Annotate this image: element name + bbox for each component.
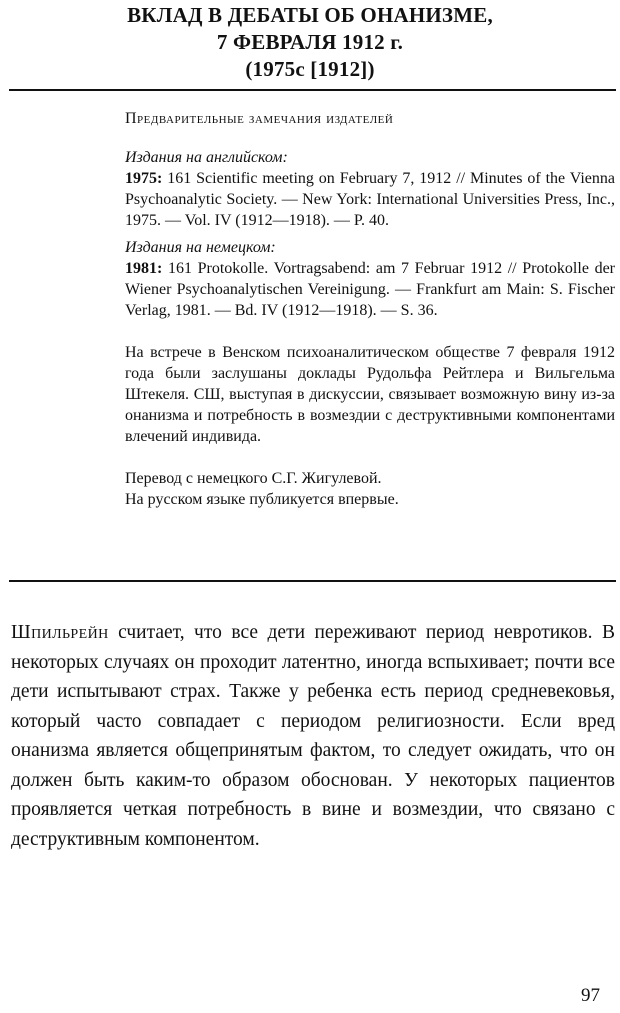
main-paragraph-body: считает, что все дети переживают период невротиков. В некоторых случаях он проходит латентно, иногда вспыхивает; почти все дети испытывают страх. Также у ребенка есть период средневековья, который часто совпадает с периодом религиозности. Если вред онанизма является общепринятым фактом, то следует ожидать, что он должен быть каким-то образом обоснован. У некоторых пациентов проявляется четкая потребность в вине и возмездии, что связано с деструктивным компонентом. xyxy=(11,622,615,850)
main-paragraph xyxy=(11,618,615,854)
english-entry-text: 161 Scientific meeting on February 7, 1912 // Minutes of the Vienna Psychoanalytic Society. — New York: International Universities Press, Inc., 1975. — Vol. IV (1912—1918). — P. 40. xyxy=(125,170,615,229)
page-number: 97 xyxy=(581,985,600,1006)
chapter-title-line-1: ВКЛАД В ДЕБАТЫ ОБ ОНАНИЗМЕ, xyxy=(127,3,493,27)
chapter-title-line-3: (1975c [1912]) xyxy=(245,57,375,81)
german-edition-entry xyxy=(125,258,615,321)
translation-credit: Перевод с немецкого С.Г. Жигулевой. xyxy=(125,470,382,487)
section-divider xyxy=(9,580,616,582)
english-edition-entry xyxy=(125,168,615,231)
editor-notes xyxy=(125,108,615,510)
editor-summary: На встрече в Венском психоаналитическом обществе 7 февраля 1912 года были заслушаны доклады Рудольфа Рейтлера и Вильгельма Штекеля. СШ, выступая в дискуссии, связывает возможную вину из-за онанизма и потребность в возмездии с деструктивными компонентами влечений индивида. xyxy=(125,344,615,445)
chapter-title-line-2: 7 ФЕВРАЛЯ 1912 г. xyxy=(216,30,404,54)
english-editions-label: Издания на английском: xyxy=(125,149,288,166)
english-entry-year: 1975: xyxy=(125,170,163,187)
publication-note: На русском языке публикуется впервые. xyxy=(125,491,399,508)
german-entry-text: 161 Protokolle. Vortragsabend: am 7 Februar 1912 // Protokolle der Wiener Psychoanalytischen Vereinigung. — Frankfurt am Main: S. Fischer Verlag, 1981. — Bd. IV (1912—1918). — S. 36. xyxy=(125,260,615,319)
german-entry-year: 1981: xyxy=(125,260,163,277)
editor-notes-heading: Предварительные замечания издателей xyxy=(125,110,394,127)
german-editions-label: Издания на немецком: xyxy=(125,239,276,256)
speaker-name: Шпильрейн xyxy=(11,622,109,643)
top-divider xyxy=(9,89,616,91)
